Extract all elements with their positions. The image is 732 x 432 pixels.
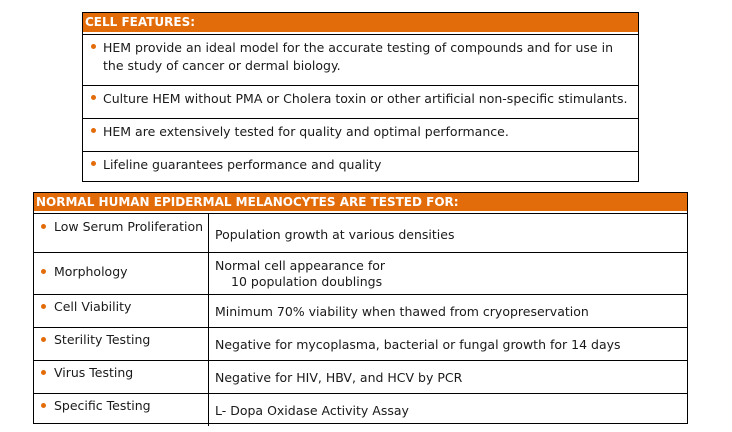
- test-value-cell: [209, 253, 687, 294]
- bullet-icon: [41, 304, 46, 309]
- feature-item: [83, 118, 638, 151]
- bullet-icon: [41, 403, 46, 408]
- bullet-icon: [91, 44, 96, 49]
- test-value: L- Dopa Oxidase Activity Assay: [215, 403, 409, 418]
- test-label: Sterility Testing: [54, 332, 151, 347]
- test-label-cell: [34, 295, 209, 327]
- test-row: [34, 360, 687, 393]
- test-label: Specific Testing: [54, 398, 151, 413]
- cell-features-header: CELL FEATURES:: [83, 13, 638, 34]
- test-label: Low Serum Proliferation: [54, 219, 204, 234]
- bullet-icon: [41, 269, 46, 274]
- feature-text: HEM provide an ideal model for the accurate testing of compounds and for use in the study of cancer or dermal biology.: [103, 40, 613, 73]
- test-value-line1: Normal cell appearance for: [215, 258, 386, 273]
- test-value-line2: 10 population doublings: [231, 274, 383, 289]
- test-label-cell: [34, 253, 209, 294]
- test-value: Minimum 70% viability when thawed from cryopreservation: [215, 304, 589, 319]
- feature-item: [83, 35, 638, 85]
- test-label: Morphology: [54, 264, 128, 279]
- cell-features-table: [82, 12, 639, 182]
- feature-text: Culture HEM without PMA or Cholera toxin or other artificial non-specific stimulants.: [103, 91, 628, 106]
- bullet-icon: [41, 337, 46, 342]
- test-value: Negative for mycoplasma, bacterial or fungal growth for 14 days: [215, 337, 621, 352]
- test-value-cell: [209, 328, 687, 360]
- feature-text: Lifeline guarantees performance and quality: [103, 157, 382, 172]
- test-value-cell: [209, 214, 687, 252]
- bullet-icon: [91, 161, 96, 166]
- test-label-cell: [34, 328, 209, 360]
- bullet-icon: [91, 95, 96, 100]
- test-value-cell: [209, 295, 687, 327]
- tests-table: [33, 192, 688, 424]
- bullet-icon: [41, 224, 46, 229]
- test-value: Negative for HIV, HBV, and HCV by PCR: [215, 370, 463, 385]
- feature-item: [83, 85, 638, 118]
- tests-header: NORMAL HUMAN EPIDERMAL MELANOCYTES ARE TESTED FOR:: [34, 193, 687, 213]
- test-row: [34, 294, 687, 327]
- test-label-cell: [34, 394, 209, 426]
- test-label-cell: [34, 361, 209, 393]
- test-row: [34, 252, 687, 294]
- test-value-cell: [209, 361, 687, 393]
- feature-item: [83, 151, 638, 184]
- test-value-cell: [209, 394, 687, 426]
- test-label: Virus Testing: [54, 365, 134, 380]
- bullet-icon: [91, 128, 96, 133]
- bullet-icon: [41, 370, 46, 375]
- test-label: Cell Viability: [54, 299, 132, 314]
- test-row: [34, 214, 687, 252]
- test-row: [34, 393, 687, 426]
- test-row: [34, 327, 687, 360]
- feature-text: HEM are extensively tested for quality and optimal performance.: [103, 124, 509, 139]
- test-value: Population growth at various densities: [215, 227, 455, 242]
- test-label-cell: [34, 214, 209, 252]
